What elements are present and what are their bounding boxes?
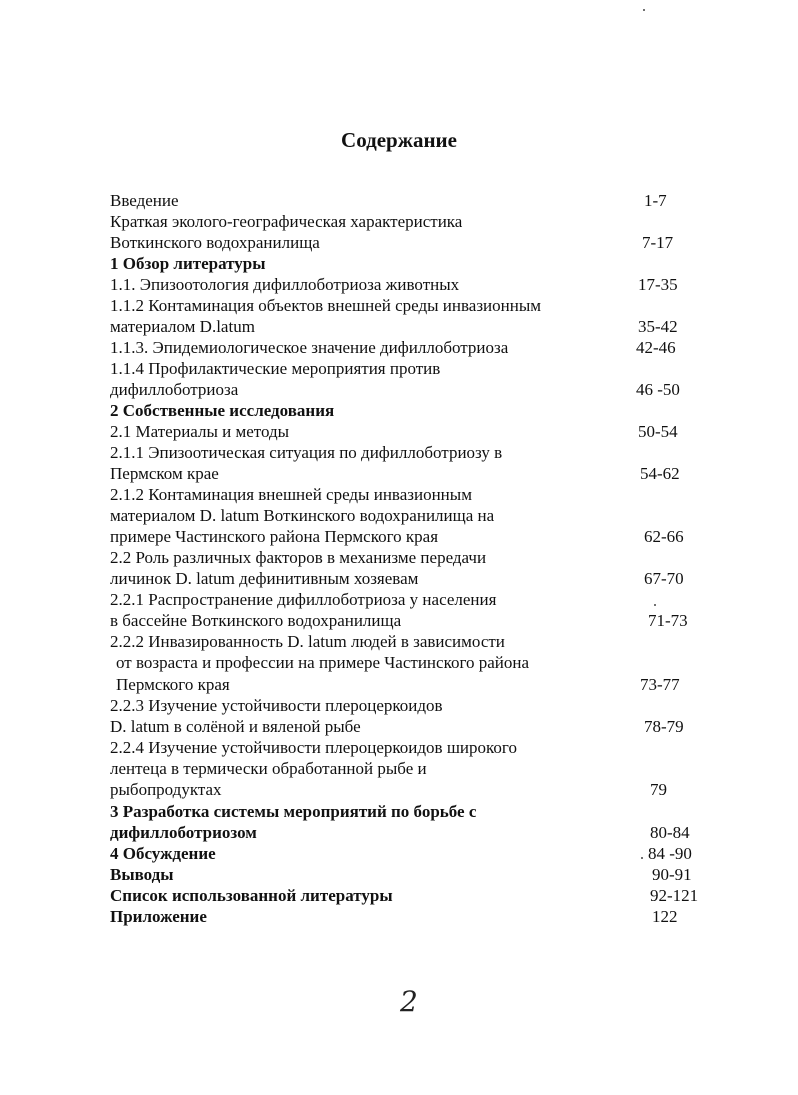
toc-entry-text: примере Частинского района Пермского края (110, 527, 439, 546)
toc-line (0, 295, 798, 317)
toc-entry-text: Воткинского водохранилища (110, 233, 320, 252)
scan-speck (654, 604, 656, 606)
toc-entry-text: 1.1.3. Эпидемиологическое значение дифиллоботриоза (110, 338, 509, 357)
toc-line (0, 232, 798, 254)
toc-line (0, 358, 798, 380)
toc-line (0, 695, 798, 717)
toc-line (0, 463, 798, 485)
toc-entry-text: 2.2.3 Изучение устойчивости плероцеркоидов (110, 696, 443, 715)
toc-entry-text: 1.1.2 Контаминация объектов внешней среды инвазионным (110, 296, 542, 315)
toc-line (0, 843, 798, 865)
toc-line (0, 885, 798, 907)
toc-line (0, 484, 798, 506)
toc-entry-text: личинок D. latum дефинитивным хозяевам (110, 569, 419, 588)
toc-page-range: 84 -90 (648, 844, 692, 863)
toc-line (0, 652, 798, 674)
toc-entry-text: 1 Обзор литературы (110, 254, 266, 273)
toc-page-range: 92-121 (650, 886, 699, 905)
toc-entry-text: 2.1 Материалы и методы (110, 422, 290, 441)
toc-entry-text: материалом D.latum (110, 317, 255, 336)
toc-line (0, 316, 798, 338)
toc-line (0, 822, 798, 844)
toc-line (0, 211, 798, 233)
toc-entry-text: Введение (110, 191, 179, 210)
toc-entry-text: лентеца в термически обработанной рыбе и (110, 759, 427, 778)
toc-line (0, 589, 798, 611)
toc-line (0, 864, 798, 886)
toc-entry-text: 2.2.2 Инвазированность D. latum людей в зависимости (110, 632, 505, 651)
toc-entry-text: 3 Разработка системы мероприятий по борьбе с (110, 802, 477, 821)
toc-line (0, 674, 798, 696)
toc-line (0, 547, 798, 569)
toc-page-range: 122 (652, 907, 678, 926)
toc-page-range: 80-84 (650, 823, 690, 842)
toc-entry-text: 4 Обсуждение (110, 844, 216, 863)
toc-line (0, 737, 798, 759)
toc-entry-text: 2.1.2 Контаминация внешней среды инвазионным (110, 485, 472, 504)
toc-line (0, 610, 798, 632)
toc-entry-text: материалом D. latum Воткинского водохранилища на (110, 506, 495, 525)
toc-line (0, 379, 798, 401)
toc-line (0, 253, 798, 275)
toc-line (0, 400, 798, 422)
toc-line (0, 421, 798, 443)
page-title: Содержание (341, 128, 457, 152)
toc-page-range: 35-42 (638, 317, 678, 336)
toc-line (0, 526, 798, 548)
toc-page-range: 78-79 (644, 717, 684, 736)
toc-entry-text: 2.2 Роль различных факторов в механизме передачи (110, 548, 487, 567)
toc-line (0, 190, 798, 212)
toc-entry-text: 2.2.4 Изучение устойчивости плероцеркоидов широкого (110, 738, 517, 757)
toc-entry-text: 2.2.1 Распространение дифиллоботриоза у населения (110, 590, 497, 609)
toc-entry-text: Краткая эколого-географическая характеристика (110, 212, 463, 231)
toc-entry-text: 1.1.4 Профилактические мероприятия против (110, 359, 441, 378)
toc-entry-text: Пермском крае (110, 464, 219, 483)
toc-line (0, 716, 798, 738)
toc-page-range: 17-35 (638, 275, 678, 294)
toc-page-range: 42-46 (636, 338, 676, 357)
toc-page-range: 62-66 (644, 527, 684, 546)
toc-entry-text: Приложение (110, 907, 207, 926)
toc-entry-text: от возраста и профессии на примере Частинского района (116, 653, 530, 672)
toc-entry-text: рыбопродуктах (110, 780, 222, 799)
toc-entry-text: D. latum в солёной и вяленой рыбе (110, 717, 361, 736)
toc-line (0, 274, 798, 296)
toc-page-range: 54-62 (640, 464, 680, 483)
toc-page-range: 46 -50 (636, 380, 680, 399)
toc-entry-text: Выводы (110, 865, 174, 884)
toc-line (0, 758, 798, 780)
toc-entry-text: 2 Собственные исследования (110, 401, 335, 420)
scan-speck (643, 9, 645, 11)
toc-entry-text: в бассейне Воткинского водохранилища (110, 611, 402, 630)
toc-entry-text: 2.1.1 Эпизоотическая ситуация по дифиллоботриозу в (110, 443, 503, 462)
toc-line (0, 337, 798, 359)
toc-page-range: 73-77 (640, 675, 680, 694)
toc-entry-text: Пермского края (116, 675, 230, 694)
toc-page-range: 71-73 (648, 611, 688, 630)
toc-entry-text: дифиллоботриоза (110, 380, 239, 399)
toc-entry-text: дифиллоботриозом (110, 823, 257, 842)
toc-page-range: 1-7 (644, 191, 667, 210)
toc-page-range: 7-17 (642, 233, 674, 252)
toc-entry-text: 1.1. Эпизоотология дифиллоботриоза животных (110, 275, 460, 294)
toc-line (0, 779, 798, 801)
toc-entry-text: Список использованной литературы (110, 886, 393, 905)
scan-speck (641, 857, 643, 859)
toc-page-range: 90-91 (652, 865, 692, 884)
page-number: 2 (400, 985, 418, 1018)
toc-line (0, 906, 798, 928)
toc-line (0, 631, 798, 653)
toc-line (0, 801, 798, 823)
toc-line (0, 505, 798, 527)
toc-page-range: 50-54 (638, 422, 678, 441)
toc-line (0, 568, 798, 590)
toc-page-range: 79 (650, 780, 667, 799)
toc-page-range: 67-70 (644, 569, 684, 588)
toc-line (0, 442, 798, 464)
